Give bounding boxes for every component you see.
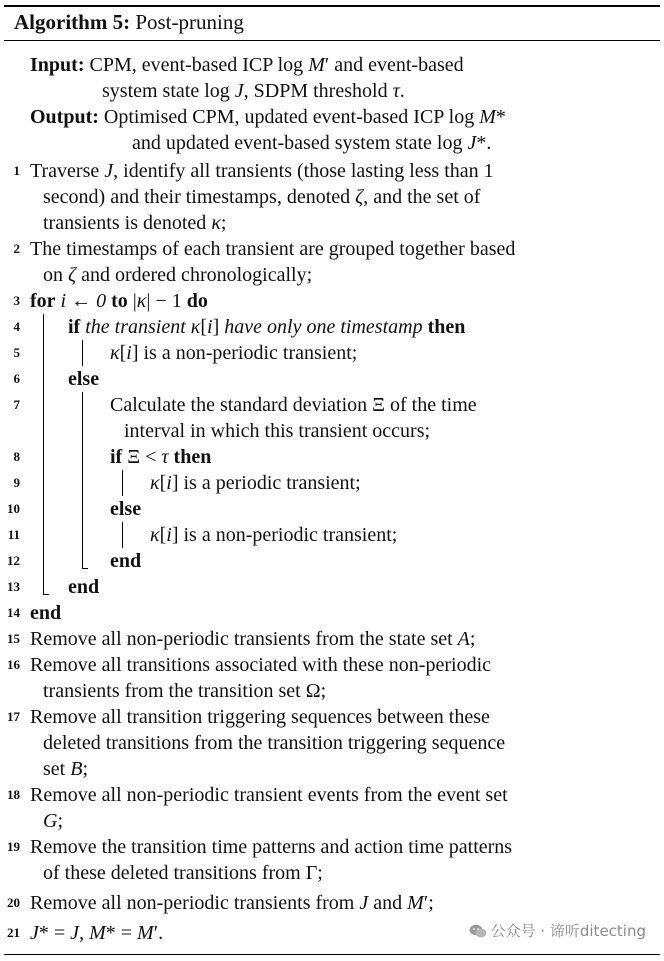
line-16a: Remove all transitions associated with these non-periodic (30, 654, 491, 676)
line-number: 1 (13, 163, 20, 178)
line-17c: set B; (43, 758, 88, 780)
line-6: else (68, 368, 100, 390)
bottom-rule (4, 954, 660, 955)
for-block-bar (43, 314, 44, 594)
line-10: else (110, 498, 142, 520)
output-line-1: Output: Optimised CPM, updated event-based ICP log M* (30, 106, 506, 128)
line-number: 15 (7, 631, 20, 646)
line-number: 2 (13, 241, 20, 256)
line-16b: transients from the transition set Ω; (43, 680, 327, 702)
line-5: κ[i] is a non-periodic transient; (110, 342, 358, 364)
line-number: 5 (13, 345, 20, 360)
line-number: 7 (13, 397, 20, 412)
line-19b: of these deleted transitions from Γ; (43, 862, 323, 884)
line-17b: deleted transitions from the transition triggering sequence (43, 732, 506, 754)
line-18b: G; (43, 810, 64, 832)
line-12: end (110, 550, 142, 572)
input-line-1: Input: CPM, event-based ICP log M′ and event-based (30, 54, 464, 76)
line-number: 13 (7, 579, 20, 594)
line-number: 9 (13, 475, 20, 490)
line-19a: Remove the transition time patterns and action time patterns (30, 836, 513, 858)
watermark: 公众号 · 谛听ditecting (469, 920, 646, 941)
line-number: 20 (7, 895, 20, 910)
line-1b: second) and their timestamps, denoted ζ, and the set of (43, 186, 481, 208)
output-line-2: and updated event-based system state log J*. (132, 132, 492, 154)
line-number: 16 (7, 657, 20, 672)
line-number: 10 (7, 501, 20, 516)
line-1a: Traverse J, identify all transients (those lasting less than 1 (30, 160, 494, 182)
line-21: J* = J, M* = M′. (30, 922, 164, 944)
line-4: if the transient κ[i] have only one timestamp then (68, 316, 466, 338)
line-3: for i ← 0 to |κ| − 1 do (30, 290, 208, 312)
inner-if-bar (122, 470, 123, 496)
line-number: 8 (13, 449, 20, 464)
title-rule (4, 40, 660, 41)
line-9: κ[i] is a periodic transient; (150, 472, 361, 494)
line-number: 14 (7, 605, 20, 620)
line-7b: interval in which this transient occurs; (124, 420, 431, 442)
line-number: 17 (7, 709, 20, 724)
line-number: 19 (7, 839, 20, 854)
line-17a: Remove all transition triggering sequences between these (30, 706, 490, 728)
line-18a: Remove all non-periodic transient events from the event set (30, 784, 508, 806)
line-number: 11 (7, 527, 20, 542)
line-13: end (68, 576, 100, 598)
algorithm-name: Post-pruning (135, 10, 244, 34)
line-number: 12 (7, 553, 20, 568)
line-number: 6 (13, 371, 20, 386)
line-number: 3 (13, 293, 20, 308)
line-7a: Calculate the standard deviation Ξ of the time (110, 394, 477, 416)
input-line-2: system state log J, SDPM threshold τ. (102, 80, 405, 102)
algorithm-title (14, 8, 244, 36)
wechat-icon (469, 924, 487, 938)
line-number: 18 (7, 787, 20, 802)
else-block-bar (82, 392, 83, 568)
line-1c: transients is denoted κ; (43, 212, 227, 234)
line-14: end (30, 602, 62, 624)
line-20: Remove all non-periodic transients from J and M′; (30, 892, 434, 914)
inner-else-bar (122, 522, 123, 548)
top-rule (4, 5, 660, 7)
if-block-bar (82, 340, 83, 366)
line-11: κ[i] is a non-periodic transient; (150, 524, 398, 546)
line-15: Remove all non-periodic transients from the state set A; (30, 628, 476, 650)
line-8: if Ξ < τ then (110, 446, 212, 468)
algorithm-label: Algorithm 5: (14, 10, 131, 34)
line-2b: on ζ and ordered chronologically; (43, 264, 313, 286)
line-number: 4 (13, 319, 20, 334)
line-number: 21 (7, 925, 20, 940)
line-2a: The timestamps of each transient are grouped together based (30, 238, 516, 260)
